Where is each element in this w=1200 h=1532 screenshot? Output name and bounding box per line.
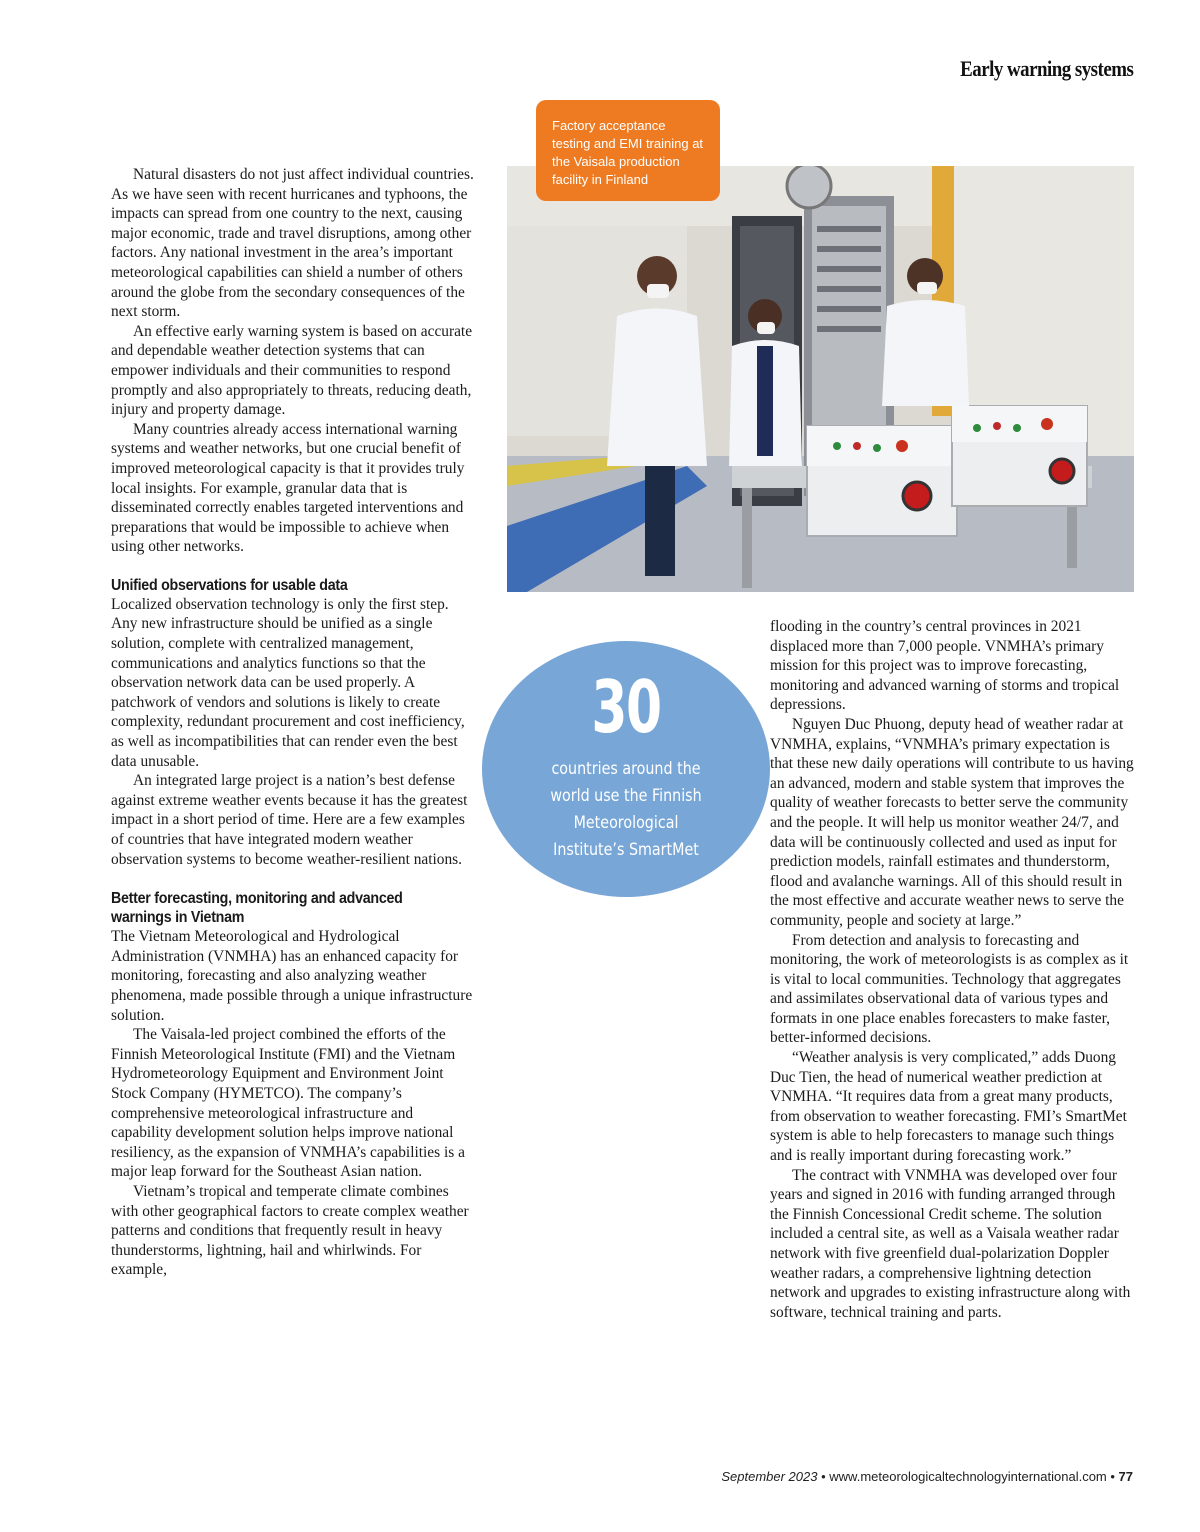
stat-callout xyxy=(482,641,770,897)
page-footer xyxy=(721,1469,1133,1484)
paragraph: The contract with VNMHA was developed over four years and signed in 2016 with funding arranged through the Finnish Concessional Credit scheme. The solution included a central site, as well as a Vaisala weather radar network with five greenfield dual-polarization Doppler weather radars, a comprehensive lightning detection network and upgrades to existing infrastructure along with software, technical training and parts. xyxy=(770,1166,1131,1321)
page-number: 77 xyxy=(1118,1469,1133,1484)
paragraph: flooding in the country’s central provinces in 2021 displaced more than 7,000 people. VNMHA’s primary mission for this project was to improve forecasting, monitoring and advanced warning of storms and tropical depressions. xyxy=(770,618,1120,714)
paragraph: Vietnam’s tropical and temperate climate combines with other geographical factors to create complex weather patterns and conditions that frequently result in heavy thunderstorms, lightning, hail and whirlwinds. For example, xyxy=(111,1182,469,1279)
article-photo xyxy=(507,166,1134,592)
left-column xyxy=(111,165,477,1280)
website-url: www.meteorologicaltechnologyinternational.com xyxy=(829,1469,1107,1484)
paragraph: The Vietnam Meteorological and Hydrological Administration (VNMHA) has an enhanced capacity for monitoring, forecasting and also analyzing weather phenomena, made possible through a unique infrastructure solution. xyxy=(111,928,473,1024)
photo-lab-equipment-illustration xyxy=(507,166,1134,592)
section-title: Early warning systems xyxy=(959,56,1133,81)
separator: • xyxy=(1106,1469,1119,1484)
separator: • xyxy=(817,1469,830,1484)
paragraph: Many countries already access international warning systems and weather networks, but one crucial benefit of improved meteorological capacity is that it provides truly local insights. For example, granular data that is disseminated correctly enables targeted interventions and preparations that would be impossible to achieve when using other networks. xyxy=(111,420,465,556)
paragraph: From detection and analysis to forecasting and monitoring, the work of meteorologists is as complex as it is vital to local communities. Technology that aggregates and assimilates observational data of various types and formats in one place enables forecasters to make faster, better-informed decisions. xyxy=(770,931,1129,1047)
paragraph: “Weather analysis is very complicated,” adds Duong Duc Tien, the head of numerical weather prediction at VNMHA. “It requires data from a great many products, from observation to weather forecasting. FMI’s SmartMet system is able to help forecasters to manage such things and is really important during forecasting work.” xyxy=(770,1049,1127,1165)
paragraph: Natural disasters do not just affect individual countries. As we have seen with recent hurricanes and typhoons, the impacts can spread from one country to the next, causing major economic, trade and travel disruptions, among other factors. Any national investment in the area’s important meteorological capabilities can shield a number of others around the globe from the secondary consequences of the next storm. xyxy=(111,166,474,321)
right-column xyxy=(770,617,1135,1322)
subheading: Better forecasting, monitoring and advanced warnings in Vietnam xyxy=(111,890,403,927)
paragraph: Localized observation technology is only the first step. Any new infrastructure should be unified as a single solution, complete with centralized management, communications and analytics functions so that the observation network data can be used properly. A patchwork of vendors and solutions is likely to create complexity, redundant procurement and cost inefficiency, as well as incompatibilities that can render even the best data unusable. xyxy=(111,595,465,770)
stat-number: 30 xyxy=(591,665,661,749)
stat-text: countries around the world use the Finnish Meteorological Institute’s SmartMet xyxy=(550,759,702,860)
subheading: Unified observations for usable data xyxy=(111,576,348,594)
issue-date: September 2023 xyxy=(721,1469,818,1484)
photo-caption: Factory acceptance testing and EMI training at the Vaisala production facility in Finland xyxy=(536,100,720,201)
paragraph: An integrated large project is a nation’s best defense against extreme weather events because it has the greatest impact in a short period of time. Here are a few examples of countries that have integrated modern weather observation systems to become weather-resilient nations. xyxy=(111,772,468,868)
paragraph: The Vaisala-led project combined the efforts of the Finnish Meteorological Institute (FMI) and the Vietnam Hydrometeorology Equipment and Environment Joint Stock Company (HYMETCO). The company’s comprehensive meteorological infrastructure and capability development solution helps improve national resiliency, as the expansion of VNMHA’s capabilities is a major leap forward for the Southeast Asian nation. xyxy=(111,1026,465,1181)
paragraph: An effective early warning system is based on accurate and dependable weather detection systems that can empower individuals and their communities to respond promptly and also appropriately to threats, reducing death, injury and property damage. xyxy=(111,322,473,419)
paragraph: Nguyen Duc Phuong, deputy head of weather radar at VNMHA, explains, “VNMHA’s primary expectation is that these new daily operations will contribute to us having an advanced, modern and stable system that improves the quality of weather forecasts to better serve the community and the people. It will help us monitor weather 24/7, and data will be continuously collected and used as input for prediction models, rainfall estimates and thunderstorm, flood and avalanche warnings. All of this should result in the most effective and accurate weather news to serve the community, people and society at large.” xyxy=(770,715,1134,929)
